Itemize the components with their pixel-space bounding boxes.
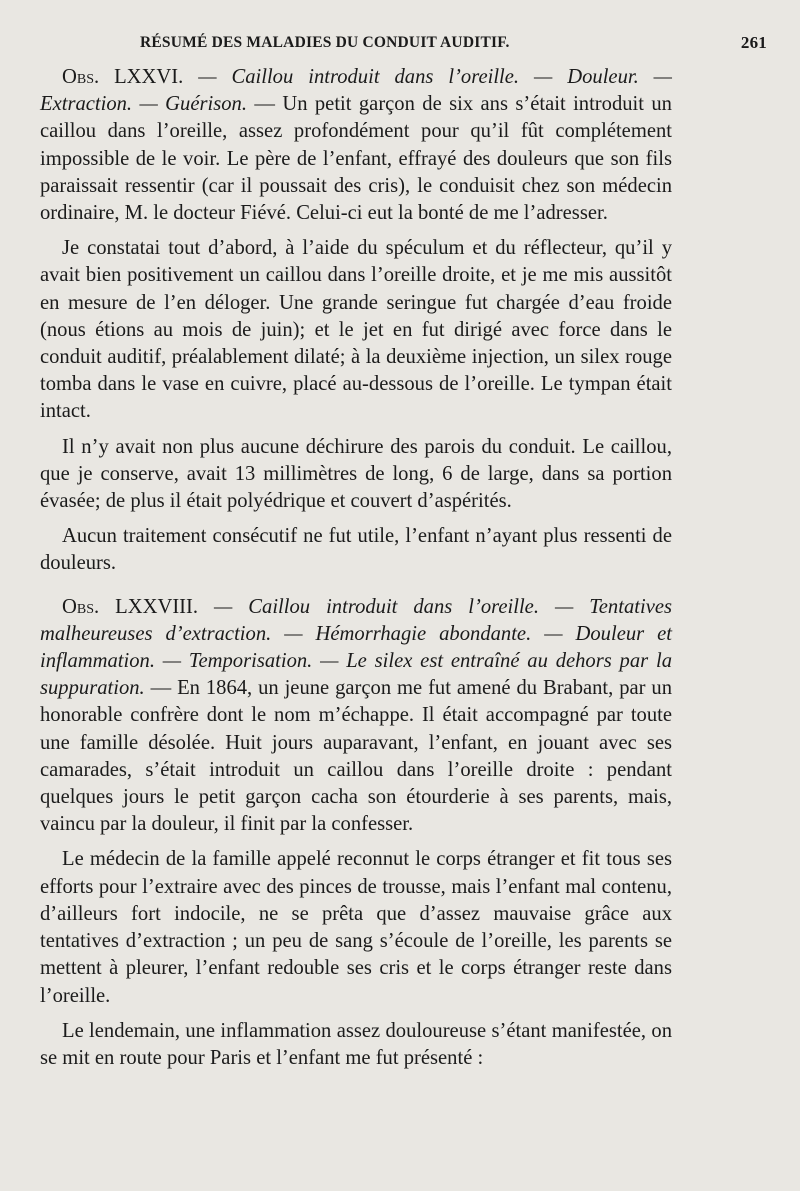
obs78-text: — En 1864, un jeune garçon me fut amené du Brabant, par un honorable confrère dont le nom m’échappe. Il était accompagné par toute une famille désolée. Huit jours auparavant, l’enfant, en jouant avec ses camarades, s’était introduit un caillou dans l’oreille droite : pendant quelques jours le petit garçon cacha son étourderie à ses parents, mais, vaincu par la douleur, il finit par la confesser. [40, 677, 672, 836]
header-title: RÉSUMÉ DES MALADIES DU CONDUIT AUDITIF. [140, 34, 510, 51]
obs76-label: Obs. LXXVI. [62, 66, 184, 88]
body-text [40, 64, 672, 1072]
obs76-title: — Caillou introduit dans l’oreille. — Douleur. — Extraction. — Guérison. [40, 66, 672, 116]
running-header [40, 30, 767, 64]
paragraph-6: Le médecin de la famille appelé reconnut le corps étranger et fit tous ses efforts pour l’extraire avec des pinces de trousse, mais l’enfant mal contenu, d’ailleurs fort indocile, ne se prêta que d’assez mauvaise grâce aux tentatives d’extraction ; un peu de sang s’écoule de l’oreille, les parents se mettent à pleurer, l’enfant redouble ses cris et le corps étranger reste dans l’oreille. [40, 848, 672, 1007]
obs76-text: — Un petit garçon de six ans s’était introduit un caillou dans l’oreille, assez profondément pour qu’il fût complétement impossible de le voir. Le père de l’enfant, effrayé des douleurs que son fils paraissait ressentir (car il poussait des cris), le conduisit chez son médecin ordinaire, M. le docteur Fiévé. Celui-ci eut la bonté de me l’adresser. [40, 93, 672, 225]
paragraph-4: Aucun traitement consécutif ne fut utile, l’enfant n’ayant plus ressenti de douleurs. [40, 525, 672, 575]
observation-76 [40, 64, 672, 227]
observation-78 [40, 594, 672, 839]
paragraph-7: Le lendemain, une inflammation assez douloureuse s’étant manifestée, on se mit en route pour Paris et l’enfant me fut présenté : [40, 1019, 672, 1069]
obs78-label: Obs. LXXVIII. [62, 595, 199, 618]
obs78-title: — Caillou introduit dans l’oreille. — Tentatives malheureuses d’extraction. — Hémorrhagie abondante. — Douleur et inflammation. — Temporisation. — Le silex est entraîné au dehors par la suppuration. [40, 595, 672, 700]
paragraph-2: Je constatai tout d’abord, à l’aide du spéculum et du réflecteur, qu’il y avait bien positivement un caillou dans l’oreille droite, et je me mis aussitôt en mesure de l’en déloger. Une grande seringue fut chargée d’eau froide (nous étions au mois de juin); et le jet en fut dirigé avec force dans le conduit auditif, préalablement dilaté; à la deuxième injection, un silex rouge tomba dans le vase en cuivre, placé au-dessous de l’oreille. Le tympan était intact. [40, 237, 672, 423]
page-number: 261 [740, 33, 767, 52]
paragraph-3: Il n’y avait non plus aucune déchirure des parois du conduit. Le caillou, que je conserve, avait 13 millimètres de long, 6 de large, dans sa portion évasée; de plus il était polyédrique et couvert d’aspérités. [40, 435, 672, 513]
